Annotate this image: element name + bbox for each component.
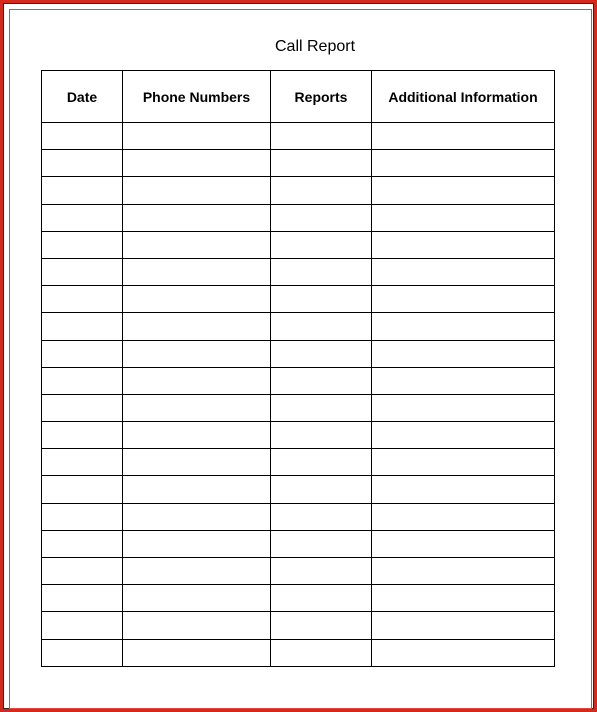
table-cell (271, 585, 372, 612)
table-cell (123, 340, 271, 367)
table-cell (42, 476, 123, 503)
table-cell (372, 530, 555, 557)
table-cell (123, 476, 271, 503)
table-cell (42, 394, 123, 421)
table-cell (123, 394, 271, 421)
table-cell (42, 313, 123, 340)
page-title: Call Report (274, 38, 356, 55)
table-cell (271, 503, 372, 530)
table-cell (42, 449, 123, 476)
table-cell (372, 258, 555, 285)
table-cell (123, 150, 271, 177)
table-cell (123, 422, 271, 449)
table-cell (271, 313, 372, 340)
table-cell (372, 639, 555, 666)
table-row (42, 231, 555, 258)
table-cell (123, 449, 271, 476)
table-row (42, 177, 555, 204)
table-cell (271, 558, 372, 585)
table-cell (123, 313, 271, 340)
table-cell (372, 150, 555, 177)
table-cell (123, 585, 271, 612)
table-cell (42, 123, 123, 150)
table-cell (271, 150, 372, 177)
table-cell (271, 340, 372, 367)
table-row (42, 558, 555, 585)
table-row (42, 204, 555, 231)
table-row (42, 585, 555, 612)
table-cell (123, 558, 271, 585)
table-row (42, 313, 555, 340)
table-cell (372, 449, 555, 476)
table-cell (271, 177, 372, 204)
table-row (42, 449, 555, 476)
table-cell (42, 530, 123, 557)
table-row (42, 422, 555, 449)
table-cell (372, 612, 555, 639)
table-cell (42, 558, 123, 585)
table-cell (42, 150, 123, 177)
table-cell (42, 204, 123, 231)
table-cell (372, 231, 555, 258)
table-cell (42, 340, 123, 367)
table-row (42, 367, 555, 394)
table-cell (42, 231, 123, 258)
table-cell (271, 258, 372, 285)
table-cell (42, 612, 123, 639)
table-cell (271, 476, 372, 503)
table-row (42, 639, 555, 666)
table-cell (123, 204, 271, 231)
table-cell (271, 612, 372, 639)
table-header-row (42, 71, 555, 123)
table-cell (372, 394, 555, 421)
table-row (42, 476, 555, 503)
table-cell (42, 639, 123, 666)
table-cell (123, 612, 271, 639)
table-cell (271, 639, 372, 666)
table-cell (123, 123, 271, 150)
table-cell (123, 503, 271, 530)
table-cell (372, 123, 555, 150)
table-cell (42, 585, 123, 612)
table-row (42, 340, 555, 367)
table-cell (271, 449, 372, 476)
table-cell (271, 204, 372, 231)
table-cell (271, 530, 372, 557)
table-cell (271, 394, 372, 421)
table-cell (123, 530, 271, 557)
call-report-table (41, 70, 555, 667)
table-cell (123, 258, 271, 285)
table-cell (271, 286, 372, 313)
column-header-reports: Reports (271, 71, 372, 123)
table-row (42, 286, 555, 313)
table-cell (42, 286, 123, 313)
table-cell (42, 367, 123, 394)
table-cell (372, 340, 555, 367)
table-row (42, 503, 555, 530)
table-cell (372, 204, 555, 231)
table-row (42, 150, 555, 177)
table-cell (372, 558, 555, 585)
table-cell (123, 639, 271, 666)
table-cell (123, 286, 271, 313)
column-header-additional-information: Additional Information (372, 71, 555, 123)
table-body (42, 123, 555, 667)
table-cell (42, 258, 123, 285)
table-cell (42, 503, 123, 530)
table-cell (372, 422, 555, 449)
table-cell (271, 422, 372, 449)
table-cell (123, 231, 271, 258)
table-cell (42, 422, 123, 449)
table-cell (42, 177, 123, 204)
table-row (42, 123, 555, 150)
table-cell (271, 123, 372, 150)
table-cell (123, 367, 271, 394)
column-header-phone-numbers: Phone Numbers (123, 71, 271, 123)
table-cell (271, 231, 372, 258)
column-header-date: Date (42, 71, 123, 123)
table-cell (372, 367, 555, 394)
table-cell (372, 585, 555, 612)
table-cell (372, 177, 555, 204)
table-cell (271, 367, 372, 394)
table-cell (372, 313, 555, 340)
table-cell (372, 476, 555, 503)
table-cell (123, 177, 271, 204)
table-cell (372, 503, 555, 530)
table-row (42, 530, 555, 557)
table-row (42, 258, 555, 285)
table-cell (372, 286, 555, 313)
table-row (42, 612, 555, 639)
table-row (42, 394, 555, 421)
